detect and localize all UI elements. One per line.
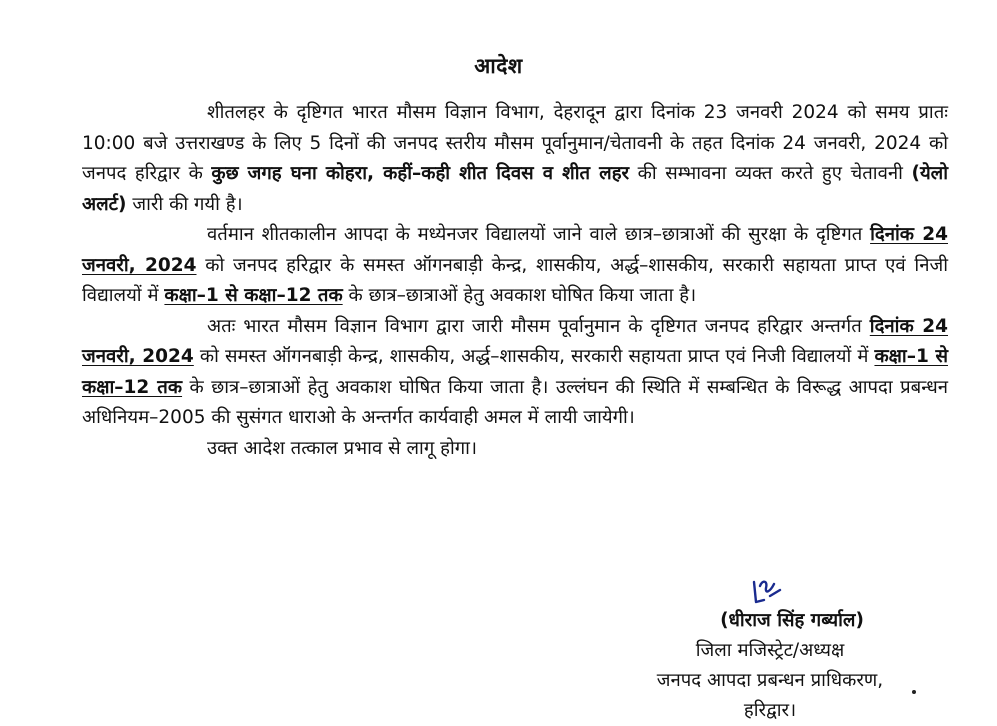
p1-bold-fog: कुछ जगह घना कोहरा, कहीं–कही शीत दिवस व शीत लहर	[211, 163, 630, 184]
p3-text-c: को समस्त ऑगनबाड़ी केन्द्र, शासकीय, अर्द्ध–शासकीय, सरकारी सहायता प्राप्त एवं निजी विद्यालयों में	[193, 346, 875, 367]
p3-classes: कक्षा–1 से कक्षा–12 तक	[82, 346, 948, 398]
document-title: आदेश	[474, 54, 523, 78]
signatory-name: (धीराज सिंह गर्ब्याल)	[720, 610, 864, 631]
p2-text-e: के छात्र–छात्राओं हेतु अवकाश घोषित किया जाता है।	[342, 285, 697, 306]
p2-date: दिनांक 24 जनवरी, 2024	[82, 224, 948, 276]
p1-text-a: शीतलहर के दृष्टिगत भारत मौसम विज्ञान विभाग, देहरादून द्वारा दिनांक 23 जनवरी 2024 को समय प्रातः 10:00 बजे उत्तराखण्ड के लिए 5 दिनों की जनपद स्तरीय मौसम पूर्वानुमान/चेतावनी के तहत दिनांक 24 जनवरी, 2024 को जनपद हरिद्वार के	[82, 102, 948, 184]
stray-mark	[912, 690, 916, 694]
signatory-designation: जिला मजिस्ट्रेट/अध्यक्ष	[695, 640, 845, 661]
p3-text-a: अतः भारत मौसम विज्ञान विभाग द्वारा जारी मौसम पूर्वानुमान के दृष्टिगत जनपद हरिद्वार अन्तर्गत	[207, 315, 870, 337]
signatory-place: हरिद्वार।	[743, 700, 797, 721]
p3-text-e: के छात्र–छात्राओं हेतु अवकाश घोषित किया जाता है। उल्लंघन की स्थिति में सम्बन्धित के विरूद्ध आपदा प्रबन्धन अधिनियम–2005 की सुसंगत धाराओ के अन्तर्गत कार्यवाही अमल में लायी जायेगी।	[82, 376, 948, 428]
p2-classes: कक्षा–1 से कक्षा–12 तक	[164, 285, 343, 306]
p3-date: दिनांक 24 जनवरी, 2024	[82, 315, 948, 367]
closing-line: उक्त आदेश तत्काल प्रभाव से लागू होगा।	[207, 437, 477, 459]
paragraph-school-holiday	[82, 220, 948, 312]
signature-block	[600, 606, 940, 726]
p1-text-e: जारी की गयी है।	[126, 193, 243, 215]
p2-text-c: को जनपद हरिद्वार के समस्त ऑगनबाड़ी केन्द्र, शासकीय, अर्द्ध–शासकीय, सरकारी सहायता प्राप्त एवं निजी विद्यालयों में	[82, 254, 949, 306]
paragraph-weather-warning	[82, 98, 948, 220]
signatory-authority: जनपद आपदा प्रबन्धन प्राधिकरण,	[656, 670, 884, 691]
order-body	[82, 98, 948, 464]
p2-text-a: वर्तमान शीतकालीन आपदा के मध्येनजर विद्यालयों जाने वाले छात्र–छात्राओं की सुरक्षा के दृष्टिगत	[207, 224, 871, 245]
p1-text-c: की सम्भावना व्यक्त करते हुए चेतावनी	[629, 163, 912, 184]
paragraph-order	[82, 312, 948, 434]
p1-bold-yellow-alert: (येलो अलर्ट)	[82, 163, 949, 215]
